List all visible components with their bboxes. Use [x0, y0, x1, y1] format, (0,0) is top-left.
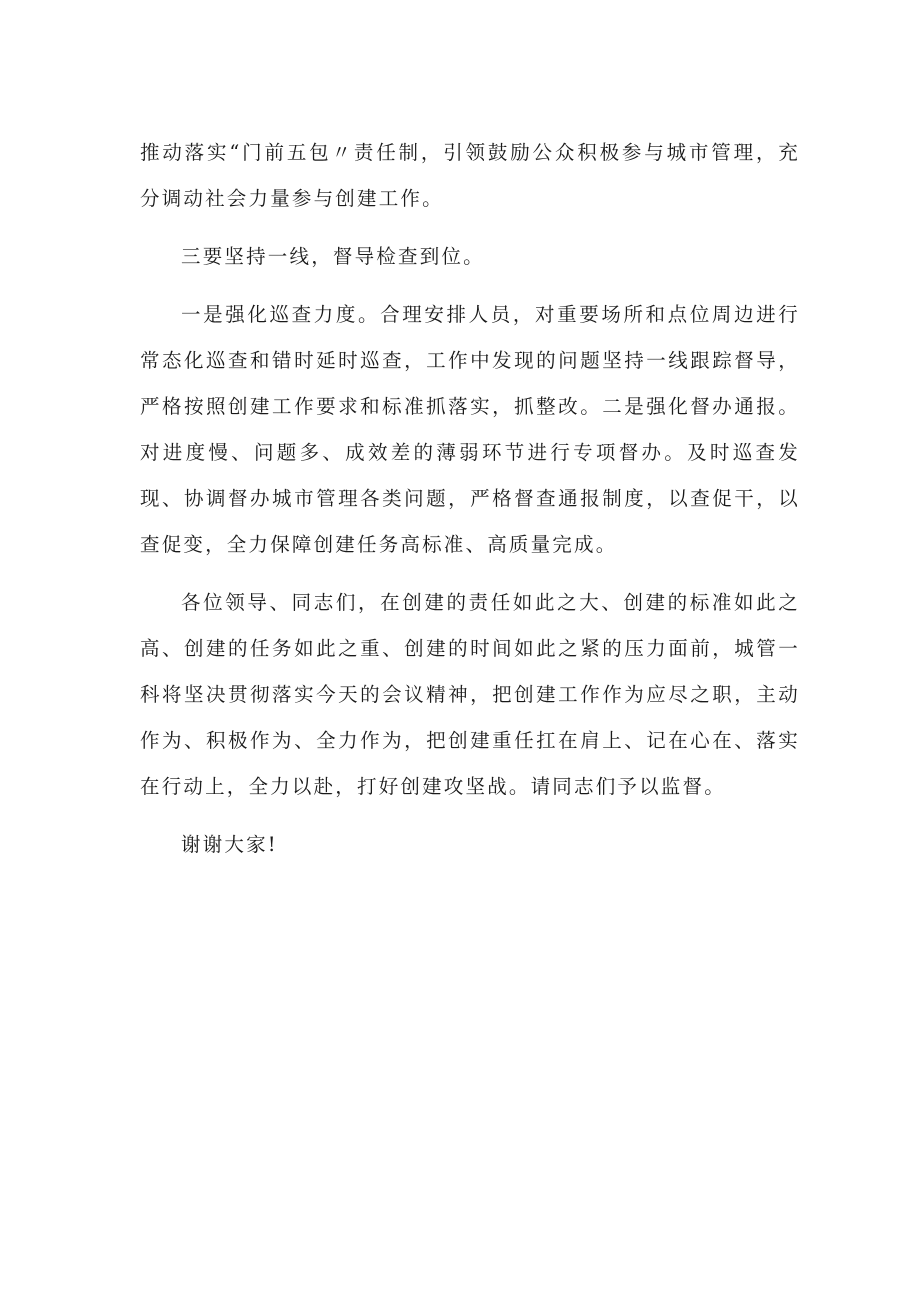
- paragraph-closing-statement: 各位领导、同志们，在创建的责任如此之大、创建的标准如此之高、创建的任务如此之重、创建的时间如此之紧的压力面前，城管一科将坚决贯彻落实今天的会议精神，把创建工作作为应尽之职，主动作为、积极作为、全力作为，把创建重任扛在肩上、记在心在、落实在行动上，全力以赴，打好创建攻坚战。请同志们予以监督。: [140, 591, 800, 798]
- document-body: [140, 130, 800, 880]
- paragraph-section-heading: 三要坚持一线，督导检查到位。: [181, 245, 485, 268]
- paragraph-thanks: 谢谢大家!: [181, 833, 278, 856]
- paragraph-inspection-details: 一是强化巡查力度。合理安排人员，对重要场所和点位周边进行常态化巡查和错时延时巡查，工作中发现的问题坚持一线跟踪督导，严格按照创建工作要求和标准抓落实，抓整改。二是强化督办通报。对进度慢、问题多、成效差的薄弱环节进行专项督办。及时巡查发现、协调督办城市管理各类问题，严格督查通报制度，以查促干，以查促变，全力保障创建任务高标准、高质量完成。: [140, 303, 800, 556]
- paragraph-continuation: 推动落实“门前五包〃责任制，引领鼓励公众积极参与城市管理，充分调动社会力量参与创建工作。: [140, 141, 800, 210]
